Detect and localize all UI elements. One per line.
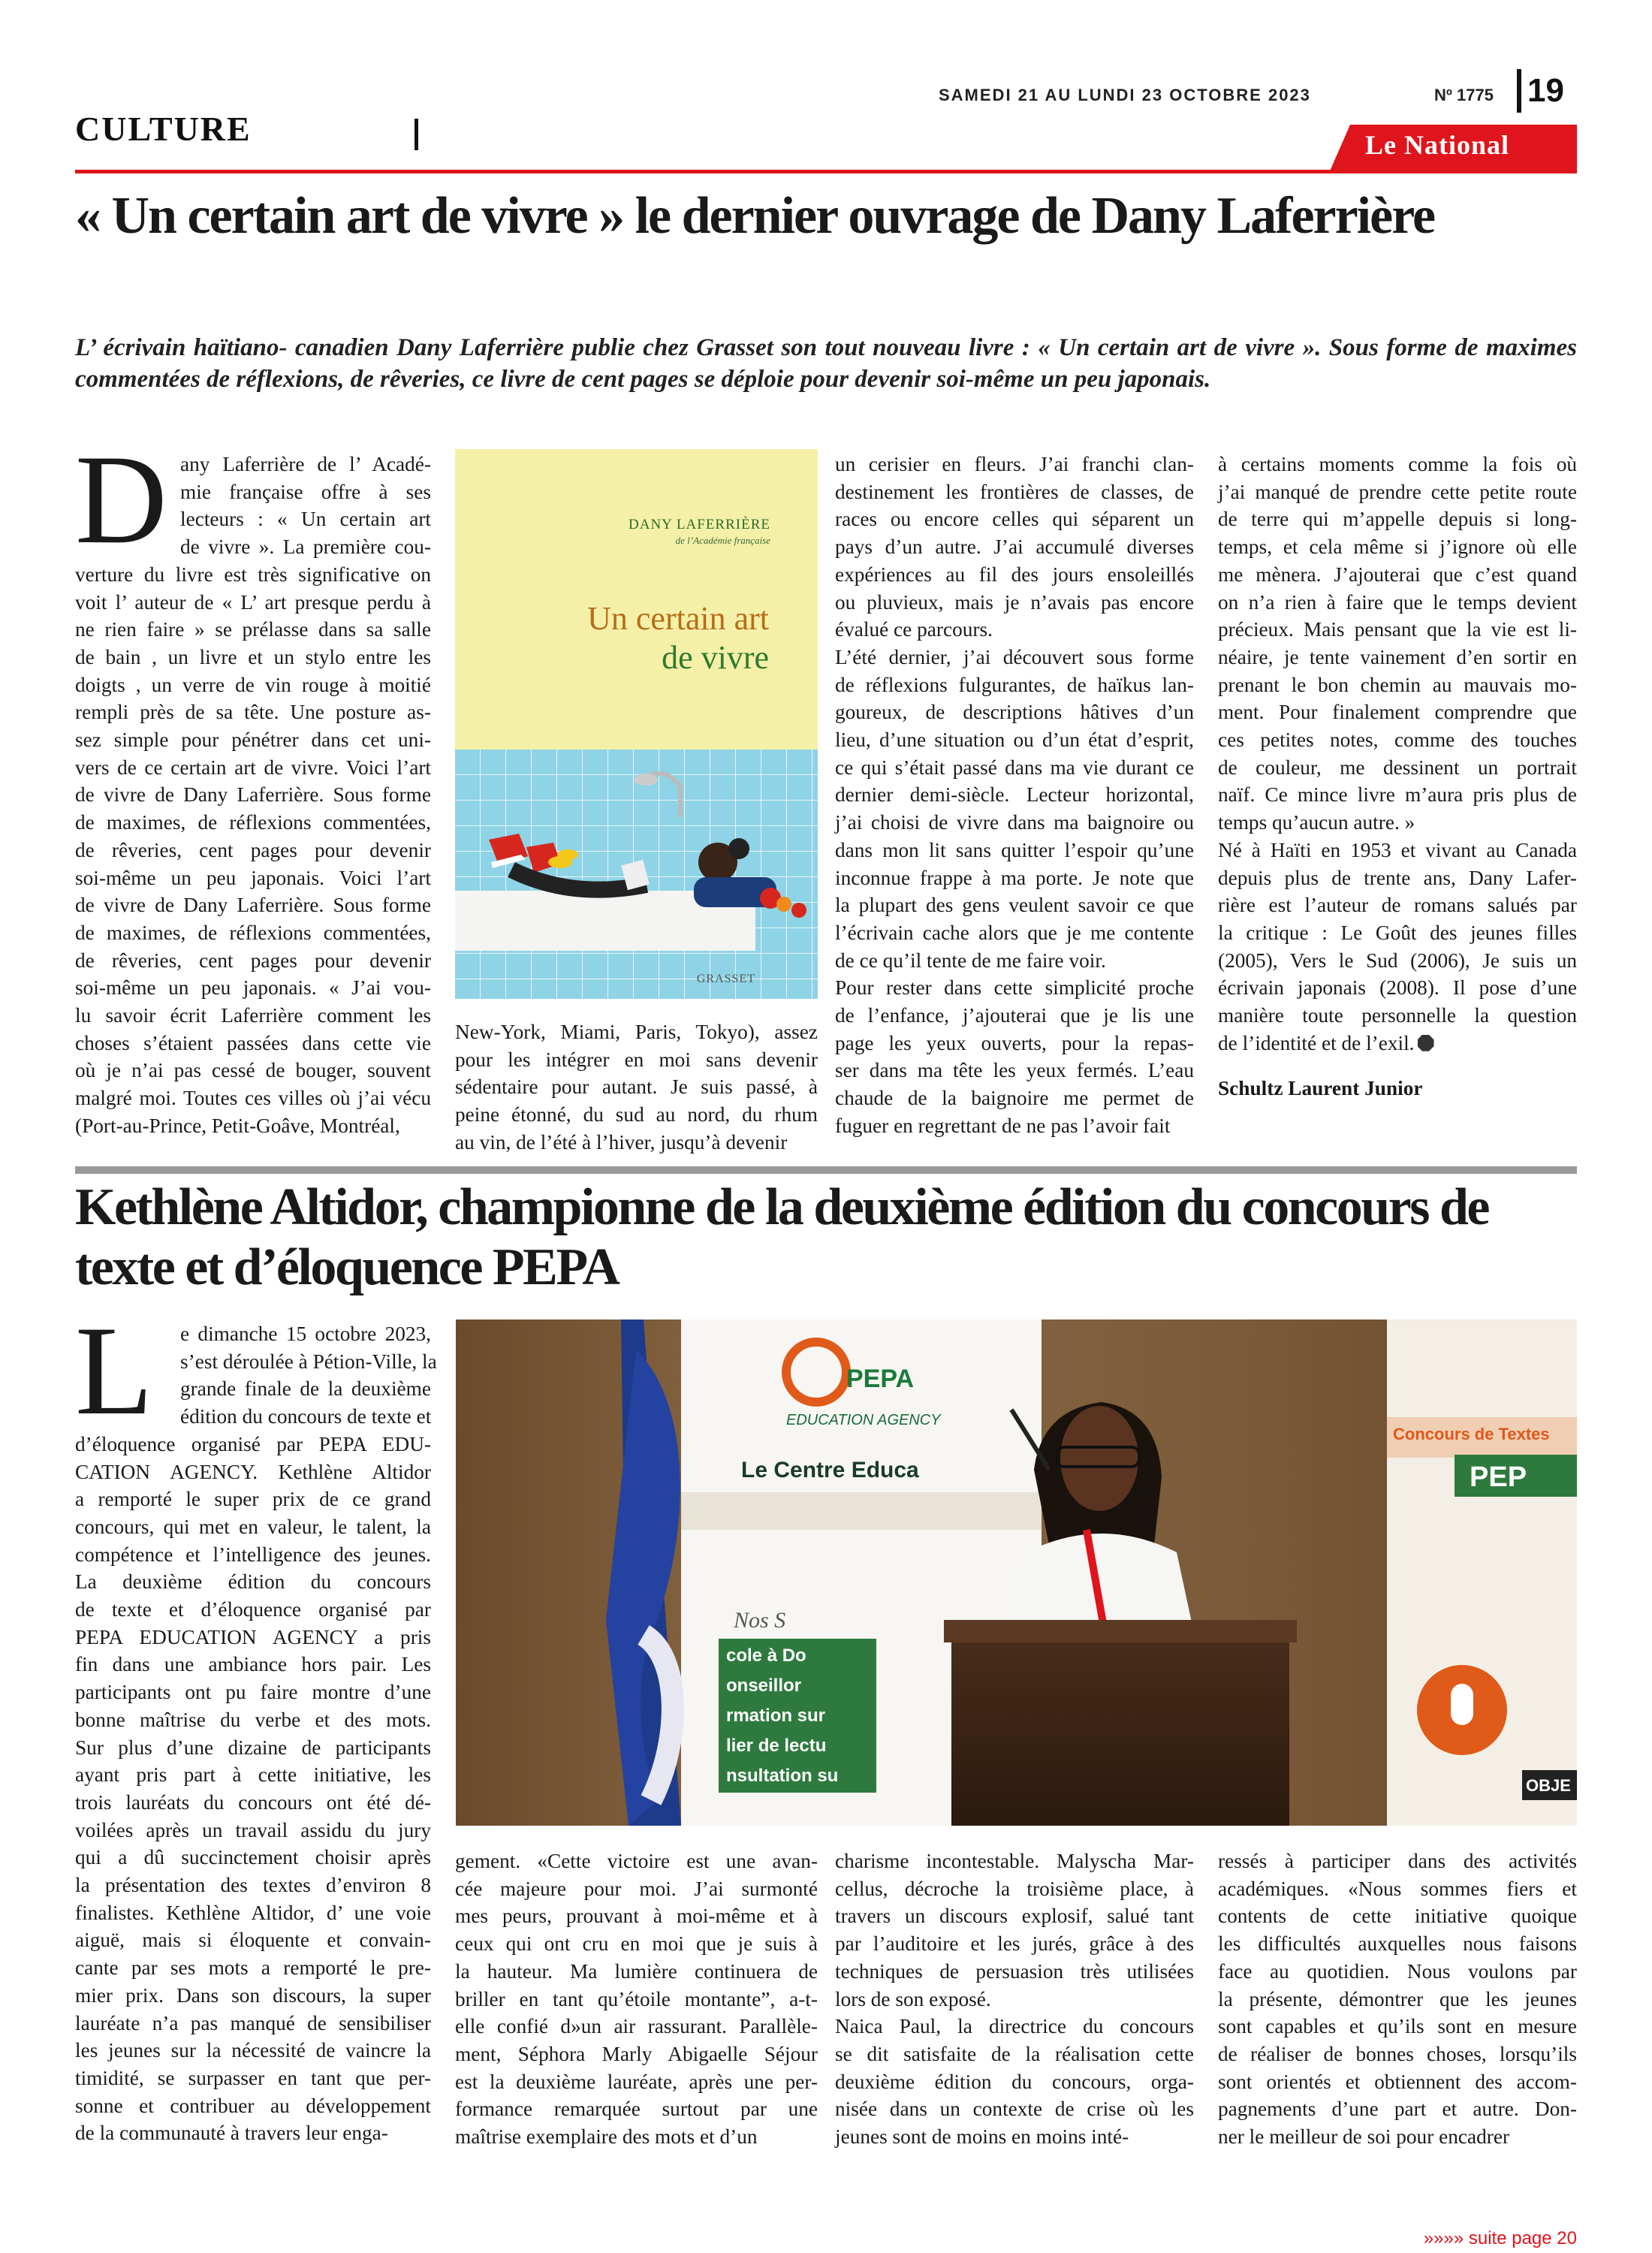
photo-sign-line-3: rmation sur — [726, 1706, 826, 1726]
text-line: de l’enfance, j’ajouterai que je lis une — [835, 1004, 1194, 1027]
text-line: la présente, démontrer que les jeunes — [1218, 1987, 1577, 2010]
issue-number: Nº 1775 — [1434, 86, 1494, 104]
text-line: La deuxième édition du concours — [75, 1570, 431, 1594]
text-line: (2005), Vers le Sud (2006), Je suis un — [1218, 949, 1577, 972]
article2-column-1-text — [75, 1320, 437, 2147]
article2-column-4-text — [1218, 1847, 1577, 2151]
end-mark-icon — [1418, 1035, 1434, 1051]
text-line: la critique : Le Goût des jeunes filles — [1218, 921, 1577, 944]
text-line: concours, qui met en valeur, le talent, la — [75, 1515, 431, 1538]
article1-column-4 — [1218, 451, 1577, 1102]
text-line: lu savoir écrit Laferrière comment les — [75, 1004, 431, 1027]
text-line: lors de son exposé. — [835, 1987, 991, 2010]
photo-nos: Nos S — [734, 1608, 786, 1633]
text-line: rempli près de sa tête. Une posture as- — [75, 701, 431, 724]
text-line: se dit satisfaite de la réalisation cette — [835, 2042, 1194, 2065]
text-line: sonne et contribuer au développement — [75, 2094, 431, 2117]
text-line: édition du concours de texte et — [180, 1405, 432, 1428]
text-line: finalistes. Kethlène Altidor, d’ une voie — [75, 1901, 431, 1924]
text-line: participants ont pu faire montre d’une — [75, 1681, 431, 1704]
article2-dropcap: L — [75, 1300, 153, 1441]
text-line: pour les intégrer en moi sans devenir — [455, 1048, 818, 1071]
text-line: mie française offre à ses — [180, 480, 431, 503]
text-line: gement. «Cette victoire est une avan- — [455, 1850, 818, 1872]
text-line: soi-même un peu japonais. Voici l’art — [75, 866, 431, 889]
text-line: dans mon lit sans quitter l’espoir qu’une — [835, 838, 1194, 861]
text-line: de texte et d’éloquence organisé par — [75, 1598, 431, 1621]
event-photo — [456, 1320, 1577, 1826]
text-line: Pour rester dans cette simplicité proche — [835, 976, 1194, 1000]
cover-publisher: GRASSET — [696, 973, 755, 985]
text-line: temps qu’aucun autre. » — [1218, 811, 1415, 834]
text-line: deuxième édition du concours, orga- — [835, 2070, 1194, 2093]
text-line: verture du livre est très significative on — [75, 562, 431, 586]
text-line: de réflexions fulgurantes, de haïkus lan- — [835, 673, 1194, 696]
text-line: briller en tant qu’étoile montante”, a-t- — [455, 1987, 818, 2010]
text-line: timidité, se surpasser en tant que per- — [75, 2066, 431, 2089]
text-line: naïf. Ce mince livre m’aura pris plus de — [1218, 783, 1577, 807]
photo-right-banner-2: PEP — [1470, 1461, 1527, 1493]
text-line: choses s’étaient passées dans cette vie — [75, 1031, 431, 1054]
text-line: mes peurs, prouvant à moi-même et à — [455, 1905, 818, 1928]
text-line: de vivre de Dany Laferrière. Sous forme — [75, 783, 431, 807]
article2-column-2 — [455, 1847, 818, 2151]
header-separator — [1517, 69, 1521, 113]
text-line: Né à Haïti en 1953 et vivant au Canada — [1218, 838, 1577, 861]
text-line: cante par ses mots a remporté le pre- — [75, 1956, 431, 1980]
text-line: a remporté le super prix de ce grand — [75, 1488, 431, 1511]
text-line: s’est déroulée à Pétion-Ville, la — [180, 1350, 437, 1373]
text-line: par l’auditoire et les jurés, grâce à des — [835, 1932, 1194, 1956]
text-line: me mènera. J’ajouterai que c’est quand — [1218, 562, 1577, 586]
text-line: écrivain japonais (2008). Il pose d’une — [1218, 976, 1577, 1000]
photo-sign-line-1: cole à Do — [726, 1645, 806, 1666]
text-line: ment. Pour finalement comprendre que — [1218, 701, 1577, 724]
text-line: sont capables et qu’ils sont en mesure — [1218, 2015, 1577, 2038]
text-line: pagnements d’une part et autre. Don- — [1218, 2098, 1577, 2121]
text-line: destinement les frontières de classes, de — [835, 480, 1194, 503]
text-line: qui a dû succinctement choisir après — [75, 1846, 431, 1869]
article2-column-2-text — [455, 1847, 818, 2151]
text-line: contents de cette initiative quoique — [1218, 1905, 1577, 1928]
text-line: prenant le bon chemin au mauvais mo- — [1218, 673, 1577, 696]
article2-column-4 — [1218, 1847, 1577, 2151]
text-line: lieu, d’une situation ou d’un état d’esprit, — [835, 728, 1194, 752]
photo-sign-line-2: onseillor — [726, 1675, 802, 1696]
article-divider — [75, 1166, 1577, 1174]
text-line: où je n’ai pas cessé de bouger, souvent — [75, 1059, 431, 1082]
text-line: face au quotidien. Nous voulons par — [1218, 1959, 1577, 1983]
text-line: évalué ce parcours. — [835, 618, 993, 641]
text-line: de rêveries, cent pages pour devenir — [75, 949, 431, 972]
text-line: ceux qui ont cru en moi que je suis à — [455, 1932, 818, 1956]
text-line: elle confié d»un air rassurant. Parallèle- — [455, 2015, 818, 2038]
text-line: précieux. Mais pensant que la vie est li- — [1218, 618, 1577, 641]
text-line: ayant pris part à cette initiative, les — [75, 1763, 431, 1787]
text-line: PEPA EDUCATION AGENCY a pris — [75, 1625, 431, 1648]
text-line: goureux, de descriptions hâtives d’un — [835, 701, 1194, 724]
text-line: trois lauréats du concours ont été dé- — [75, 1790, 431, 1814]
text-line: ne rien faire » se prélasse dans sa salle — [75, 618, 431, 641]
cover-bathtub-photo — [455, 749, 818, 999]
text-line: vers de ce certain art de vivre. Voici l’art — [75, 756, 431, 779]
article1-column-1 — [75, 429, 431, 1140]
text-line: sez simple pour pénétrer dans cet uni- — [75, 728, 431, 752]
photo-logo-sub: EDUCATION AGENCY — [786, 1412, 941, 1428]
newspaper-name: Le National — [1365, 130, 1510, 160]
article2-column-1 — [75, 1300, 437, 2147]
photo-logo: PEPA — [846, 1365, 915, 1393]
text-line: ressés à participer dans des activités — [1218, 1850, 1577, 1872]
text-line: peine étonné, du sud au nord, du rhum — [455, 1103, 818, 1126]
cover-author: DANY LAFERRIÈRE — [629, 517, 770, 532]
text-line: de la communauté à travers leur enga- — [75, 2122, 388, 2145]
text-line: aiguë, mais si éloquente et convain- — [75, 1929, 431, 1952]
article1-column-4-text — [1218, 451, 1577, 1057]
article2-column-3 — [835, 1847, 1194, 2151]
text-line: de maximes, de réflexions commentées, — [75, 921, 431, 944]
text-line: l’écrivain cache alors que je me contente — [835, 921, 1194, 944]
text-line: j’ai manqué de prendre cette petite route — [1218, 480, 1577, 503]
text-line: fin dans une ambiance hors pair. Les — [75, 1653, 431, 1676]
text-line: la plupart des gens veulent savoir ce que — [835, 894, 1194, 917]
text-line: maîtrise exemplaire des mots et d’un — [455, 2125, 758, 2149]
text-line: les difficultés auxquelles nous faisons — [1218, 1932, 1577, 1956]
photo-objectif: OBJE — [1526, 1776, 1571, 1795]
header-rule — [75, 170, 1577, 173]
text-line: la hauteur. Ma lumière continuera de — [455, 1959, 818, 1983]
text-line: doigts , un verre de vin rouge à moitié — [75, 673, 431, 696]
article1-column-3-text — [835, 451, 1194, 1140]
book-cover — [455, 449, 818, 999]
text-line: (Port-au-Prince, Petit-Goâve, Montréal, — [75, 1114, 400, 1137]
text-line: de vivre ». La première cou- — [180, 535, 431, 559]
text-line: nisée dans un contexte de crise où les — [835, 2098, 1194, 2121]
text-line: au vin, de l’été à l’hiver, jusqu’à devenir — [455, 1130, 788, 1154]
article1-column-2-text — [455, 1018, 818, 1157]
text-line: chaude de la baignoire me permet de — [835, 1087, 1194, 1110]
text-line: voilées après un travail assidu du jury — [75, 1818, 431, 1841]
text-line: à certains moments comme la fois où — [1218, 453, 1577, 475]
text-line: d’éloquence organisé par PEPA EDU- — [75, 1432, 431, 1455]
text-line: dernier demi-siècle. Lecteur horizontal, — [835, 783, 1194, 807]
section-divider — [415, 119, 418, 150]
text-line: Sur plus d’une dizaine de participants — [75, 1736, 431, 1759]
text-line: de maximes, de réflexions commentées, — [75, 811, 431, 834]
text-line: formance remarquée surtout par une — [455, 2098, 818, 2121]
article1-column-3 — [835, 451, 1194, 1140]
text-line: mier prix. Dans son discours, la super — [75, 1983, 431, 2007]
text-line: ment, Séphora Marly Abigaelle Séjour — [455, 2042, 818, 2065]
text-line: de ce qu’il tente de me faire voir. — [835, 949, 1106, 972]
article1-headline: « Un certain art de vivre » le dernier ouvrage de Dany Laferrière — [75, 187, 1435, 245]
text-line: académiques. «Nous sommes fiers et — [1218, 1877, 1577, 1900]
text-line: de l’identité et de l’exil. — [1218, 1030, 1577, 1057]
text-line: cellus, décroche la troisième place, à — [835, 1877, 1194, 1900]
text-line: les jeunes sur la nécessité de vaincre la — [75, 2039, 431, 2062]
text-line: inconnue frappe à ma porte. Je note que — [835, 866, 1194, 889]
photo-right-banner: Concours de Textes — [1393, 1425, 1550, 1443]
text-line: sont orientés et obtiennent des accom- — [1218, 2070, 1577, 2093]
text-line: CATION AGENCY. Kethlène Altidor — [75, 1460, 431, 1483]
text-line: sédentaire pour autant. Je suis passé, à — [455, 1075, 818, 1099]
text-line: un cerisier en fleurs. J’ai franchi clan- — [835, 453, 1194, 475]
cover-title-line1: Un certain art — [587, 600, 769, 637]
text-line: fuguer en regrettant de ne pas l’avoir fait — [835, 1114, 1171, 1137]
photo-banner-line: Le Centre Educa — [741, 1458, 919, 1482]
continued-link[interactable]: »»»» suite page 20 — [1423, 2228, 1577, 2248]
text-line: New-York, Miami, Paris, Tokyo), assez — [455, 1021, 818, 1043]
text-line: lecteurs : « Un certain art — [180, 508, 431, 531]
text-line: page les yeux ouverts, pour la repas- — [835, 1031, 1194, 1054]
text-line: rière est l’auteur de romans salués par — [1218, 894, 1577, 917]
text-line: techniques de persuasion très utilisées — [835, 1959, 1194, 1983]
text-line: de couleur, me dessinent un portrait — [1218, 756, 1577, 779]
article1-column-2 — [455, 1018, 818, 1157]
text-line: travers un discours explosif, salué tant — [835, 1905, 1194, 1928]
text-line: expériences au fil des jours ensoleillés — [835, 562, 1194, 586]
photo-sign-line-5: nsultation su — [726, 1766, 839, 1786]
text-line: ser dans ma tête les yeux fermés. L’eau — [835, 1059, 1194, 1082]
text-line: de réaliser de bonnes choses, lorsqu’ils — [1218, 2042, 1577, 2065]
text-line: ner le meilleur de soi pour encadrer — [1218, 2125, 1510, 2149]
text-line: compétence et l’intelligence des jeunes. — [75, 1543, 431, 1566]
cover-title-line2: de vivre — [662, 639, 769, 676]
text-line: ces petites notes, comme des touches — [1218, 728, 1577, 752]
text-line: de bain , un livre et un stylo entre les — [75, 645, 431, 668]
text-line: depuis plus de trente ans, Dany Lafer- — [1218, 866, 1577, 889]
text-line: soi-même un peu japonais. « J’ai vou- — [75, 976, 431, 1000]
article2-column-3-text — [835, 1847, 1194, 2151]
text-line: e dimanche 15 octobre 2023, — [180, 1323, 431, 1345]
text-line: voit l’ auteur de « L’ art presque perdu à — [75, 590, 431, 614]
text-line: ou pluvieux, mais je n’avais pas encore — [835, 590, 1194, 614]
article1-dropcap: D — [75, 429, 167, 570]
cover-academy: de l’Académie française — [675, 535, 770, 546]
text-line: temps, et cela même si j’ignore où elle — [1218, 535, 1577, 559]
text-line: jeunes sont de moins en moins inté- — [835, 2125, 1129, 2149]
text-line: manière toute personnelle la question — [1218, 1004, 1577, 1027]
text-line: bonne maîtrise du verbe et des mots. — [75, 1708, 431, 1731]
text-line: de vivre de Dany Laferrière. Sous forme — [75, 894, 431, 917]
article1-byline: Schultz Laurent Junior — [1218, 1077, 1423, 1100]
text-line: malgré moi. Toutes ces villes où j’ai vécu — [75, 1087, 431, 1110]
text-line: L’été dernier, j’ai découvert sous forme — [835, 645, 1194, 668]
text-line: lauréate n’a pas manqué de sensibiliser — [75, 2011, 431, 2034]
text-line: néaire, je tente vainement d’en sortir en — [1218, 645, 1577, 668]
text-line: charisme incontestable. Malyscha Mar- — [835, 1850, 1194, 1872]
text-line: any Laferrière de l’ Acadé- — [180, 453, 431, 475]
article2-headline: Kethlène Altidor, championne de la deuxième édition du concours de texte et d’éloquence PEPA — [75, 1178, 1488, 1296]
photo-sign-line-4: lier de lectu — [726, 1736, 827, 1756]
text-line: ce qui s’était passé dans ma vie durant ce — [835, 756, 1194, 779]
text-line: on n’a rien à faire que le temps devient — [1218, 590, 1577, 614]
issue-date: SAMEDI 21 AU LUNDI 23 OCTOBRE 2023 — [939, 86, 1311, 104]
text-line: est la deuxième lauréate, après une per- — [455, 2070, 818, 2093]
page-number: 19 — [1527, 72, 1564, 109]
text-line: Naica Paul, la directrice du concours — [835, 2015, 1194, 2038]
article1-lede: L’ écrivain haïtiano- canadien Dany Laferrière publie chez Grasset son tout nouveau livre : « Un certain art de vivre ». Sous forme de maximes commentées de réflexions, de rêveries, ce livre de cent pages se déploie pour devenir soi-même un peu japonais. — [75, 334, 1577, 393]
text-line: grande finale de la deuxième — [180, 1377, 431, 1401]
text-line: pays d’un autre. J’ai accumulé diverses — [835, 535, 1194, 559]
text-line: de rêveries, cent pages pour devenir — [75, 838, 431, 861]
text-line: cée majeure pour moi. J’ai surmonté — [455, 1877, 818, 1900]
text-line: la présentation des textes d’environ 8 — [75, 1874, 431, 1897]
text-line: races ou encore celles qui séparent un — [835, 508, 1194, 531]
text-line: de terre qui m’appelle depuis si long- — [1218, 508, 1577, 531]
text-line: j’ai choisi de vivre dans ma baignoire ou — [835, 811, 1194, 834]
section-title: CULTURE — [75, 110, 252, 148]
